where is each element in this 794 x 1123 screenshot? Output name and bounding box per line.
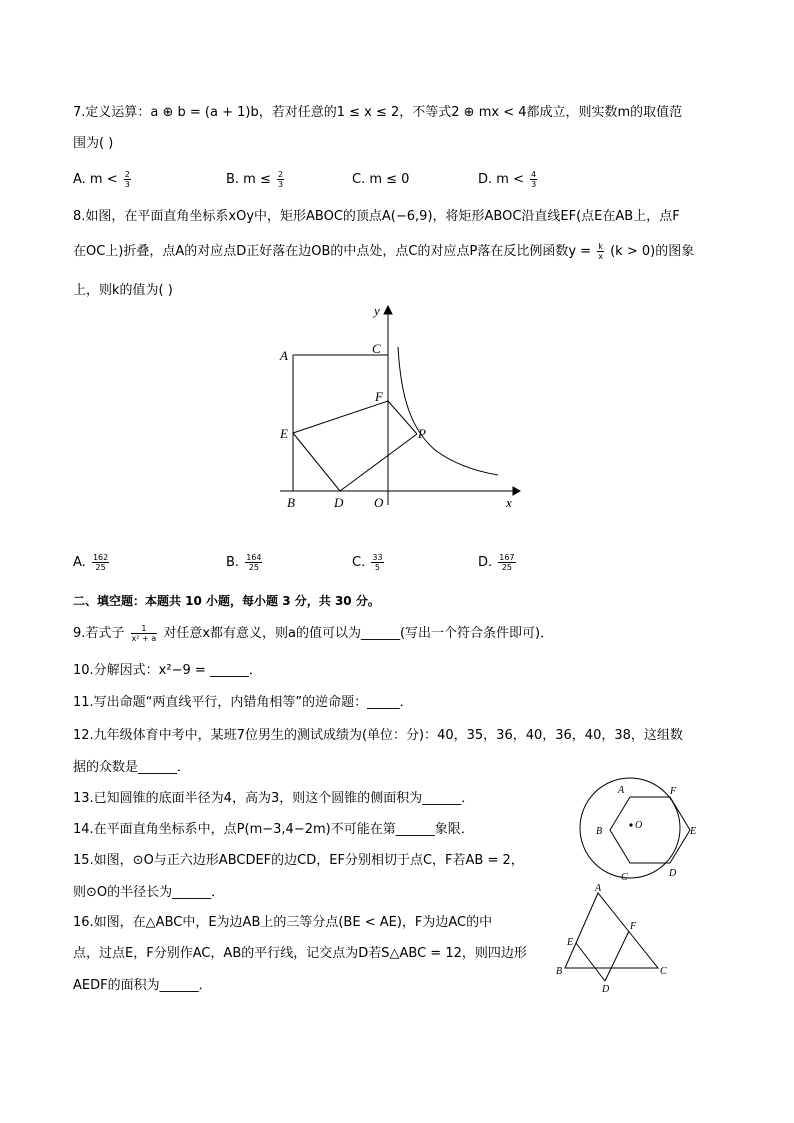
q8-label-c: C <box>372 341 381 356</box>
q8-label-d: D <box>334 495 344 510</box>
q8-segment-ed <box>293 433 340 491</box>
q8-stem-line3: 上，则k的值为( ) <box>73 283 173 298</box>
q8-stem-line2: 在OC上)折叠，点A的对应点D正好落在边OB的中点处，点C的对应点P落在反比例函数y = $\frac{k}{x}$ (k > 0)的图象 <box>73 242 695 261</box>
q12-stem-line1: 12.九年级体育中考中，某班7位男生的测试成绩为(单位：分)：40，35，36，40，36，40，38，这组数 <box>73 728 683 743</box>
q16-label-e: E <box>567 937 574 948</box>
q16-label-f: F <box>630 921 637 932</box>
q11-stem: 11.写出命题“两直线平行，内错角相等”的逆命题：_____． <box>73 695 413 710</box>
q10-stem: 10.分解因式：x²−9 = ______． <box>73 663 262 678</box>
q8-label-f: F <box>375 389 383 404</box>
q15-label-f: F <box>670 786 677 797</box>
q15-label-b: B <box>596 826 603 837</box>
q7-stem-line1: 7.定义运算：a ⊕ b = (a + 1)b，若对任意的1 ≤ x ≤ 2，不等式2 ⊕ mx < 4都成立，则实数m的取值范 <box>73 105 683 120</box>
q15-stem-line1: 15.如图，⊙O与正六边形ABCDEF的边CD，EF分别相切于点C，F若AB = 2， <box>73 853 524 868</box>
q8-option-d-fraction: $\frac{167}{25}$ <box>499 553 515 572</box>
q8-option-c[interactable]: C. $\frac{33}{5}$ <box>352 553 383 572</box>
q15-label-o: O <box>635 820 643 831</box>
q7-option-b-fraction: $\frac{2}{3}$ <box>278 170 284 189</box>
q8-stem-line1: 8.如图，在平面直角坐标系xOy中，矩形ABOC的顶点A(−6,9)，将矩形ABOC沿直线EF(点E在AB上，点F <box>73 209 680 224</box>
q16-stem-line3: AEDF的面积为______． <box>73 978 212 993</box>
q8-label-a: A <box>280 348 288 363</box>
q8-y-axis-arrow <box>384 306 392 314</box>
q16-label-a: A <box>595 883 602 894</box>
q14-stem: 14.在平面直角坐标系中，点P(m−3,4−2m)不可能在第______象限． <box>73 822 474 837</box>
q8-option-c-fraction: $\frac{33}{5}$ <box>372 553 383 572</box>
section-2-heading: 二、填空题：本题共 10 小题，每小题 3 分，共 30 分。 <box>73 594 380 608</box>
q8-label-o: O <box>374 495 384 510</box>
q8-label-p: P <box>418 426 426 441</box>
q15-label-d: D <box>669 868 677 879</box>
q16-stem-line1: 16.如图，在△ABC中，E为边AB上的三等分点(BE < AE)，F为边AC的中 <box>73 915 493 930</box>
q8-segment-fp <box>388 401 417 434</box>
q8-segment-ef <box>293 401 388 433</box>
q7-option-c[interactable]: C. m ≤ 0 <box>352 172 410 187</box>
q15-label-a: A <box>618 785 625 796</box>
q8-option-a[interactable]: A. $\frac{162}{25}$ <box>73 553 109 572</box>
q16-label-d: D <box>602 984 610 995</box>
q16-triangle-abc <box>565 893 658 968</box>
q15-stem-line2: 则⊙O的半径长为______． <box>73 885 225 900</box>
q8-function-fraction: $\frac{k}{x}$ <box>598 242 603 261</box>
q16-stem-line2: 点，过点E，F分别作AC，AB的平行线，记交点为D若S△ABC = 12，则四边形 <box>73 946 527 961</box>
q8-label-e: E <box>280 426 288 441</box>
q8-option-a-fraction: $\frac{162}{25}$ <box>92 553 109 572</box>
q7-option-d-fraction: $\frac{4}{3}$ <box>531 170 537 189</box>
q16-segment-fd <box>605 931 629 981</box>
q16-label-b: B <box>556 966 563 977</box>
q16-figure <box>550 880 680 998</box>
q7-option-a-fraction: $\frac{2}{3}$ <box>124 170 130 189</box>
q12-stem-line2: 据的众数是______． <box>73 760 191 775</box>
q9-stem: 9.若式子 $\frac{1}{\text{x² + a}}$ 对任意x都有意义，则a的值可以为______(写出一个符合条件即可)． <box>73 624 554 643</box>
q8-option-b[interactable]: B. $\frac{164}{25}$ <box>226 553 262 572</box>
q8-label-y: y <box>374 303 380 318</box>
q8-segment-dp <box>340 434 417 491</box>
q8-label-b: B <box>287 495 295 510</box>
q15-hexagon-abcdef <box>610 797 690 863</box>
q8-option-b-fraction: $\frac{164}{25}$ <box>246 553 262 572</box>
q7-stem-line2: 围为( ) <box>73 136 114 151</box>
q7-option-d[interactable]: D. m < $\frac{4}{3}$ <box>478 170 537 189</box>
q16-label-c: C <box>660 966 667 977</box>
q7-option-a[interactable]: A. m < $\frac{2}{3}$ <box>73 170 130 189</box>
q7-option-b[interactable]: B. m ≤ $\frac{2}{3}$ <box>226 170 284 189</box>
q16-segment-ed <box>576 943 605 981</box>
q8-x-axis-arrow <box>513 487 520 495</box>
q15-label-c: C <box>621 872 628 883</box>
q15-figure <box>575 773 710 885</box>
q8-label-x: x <box>506 495 512 510</box>
q15-center-point <box>629 823 632 826</box>
q9-expression-fraction: $\frac{1}{\text{x² + a}}$ <box>131 624 157 643</box>
q8-figure <box>270 300 530 515</box>
q8-hyperbola <box>398 347 498 475</box>
q15-label-e: E <box>690 826 697 837</box>
q8-option-d[interactable]: D. $\frac{167}{25}$ <box>478 553 515 572</box>
q13-stem: 13.已知圆锥的底面半径为4，高为3，则这个圆锥的侧面积为______． <box>73 791 475 806</box>
